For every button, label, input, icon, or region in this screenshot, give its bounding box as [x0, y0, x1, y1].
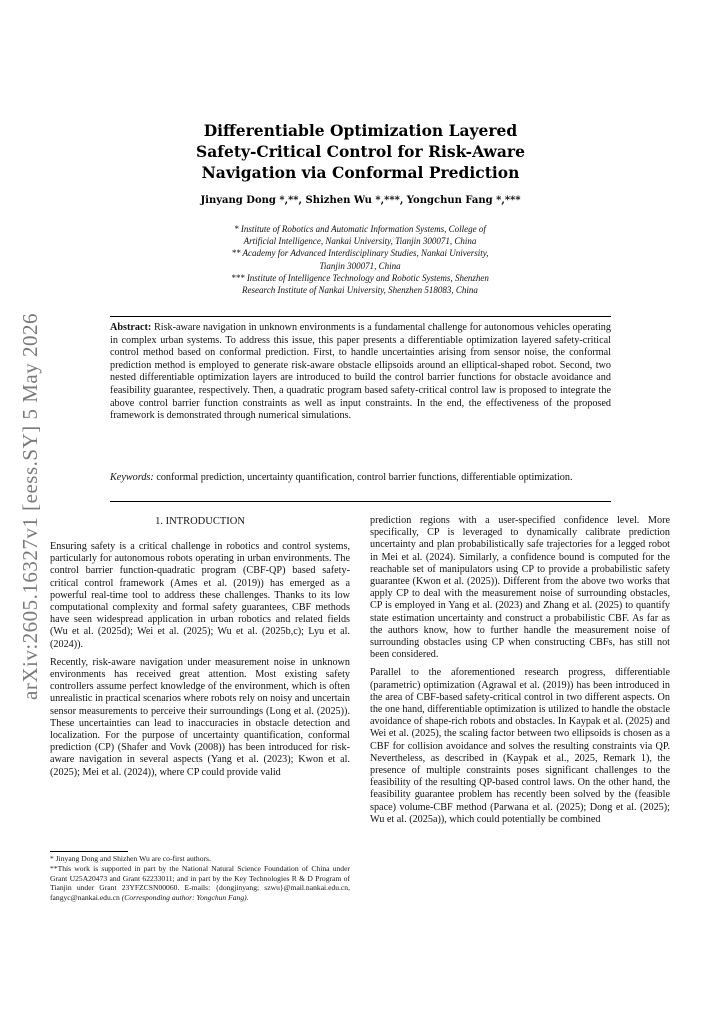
affiliations — [150, 223, 570, 296]
affiliation-line: *** Institute of Intelligence Technology and Robotic Systems, Shenzhen — [231, 272, 489, 283]
affiliation-line: Artificial Intelligence, Nankai University, Tianjin 300071, China — [243, 236, 477, 247]
affiliation-line: ** Academy for Advanced Interdisciplinary Studies, Nankai University, — [231, 248, 489, 259]
footnote-rule — [50, 851, 128, 852]
paper-title — [0, 120, 721, 183]
keywords — [110, 472, 611, 485]
keywords-text: conformal prediction, uncertainty quantification, control barrier functions, differentiable optimization. — [156, 472, 573, 483]
footnotes — [50, 854, 350, 903]
left-column — [50, 541, 350, 785]
paragraph: prediction regions with a user-specified confidence level. More specifically, CP is leveraged to dynamically calibrate prediction uncertainty and plan probabilistically safe trajectories for a legged robot in Mei et al. (2024). Similarly, a confidence bound is computed for the reachable set of manipulators using CP to provide a probabilistic safety guarantee (Kwon et al. (2025)). Different from the above two works that apply CP to deal with the measurement noise of surrounding obstacles, CP is employed in Yang et al. (2023) and Zhang et al. (2025) to quantify state estimation uncertainty and construct a probabilistic CBF. As far as the authors know, how to further handle the measurement noise of surrounding obstacles using CP when constructing CBFs, has still not been considered. — [370, 515, 670, 661]
title-line: Navigation via Conformal Prediction — [201, 163, 520, 182]
paragraph: Parallel to the aforementioned research progress, differentiable (parametric) optimization (Agrawal et al. (2019)) has been introduced in the area of CBF-based safety-critical control in two different aspects. On the one hand, differentiable optimization is utilized to handle the obstacle avoidance of shape-rich robots and obstacles. In Kaypak et al. (2025) and Wei et al. (2025), the scaling factor between two ellipsoids is chosen as a CBF for collision avoidance and solves the resulting constraints via QP. Nevertheless, as described in (Kaypak et al., 2025, Remark 1), the presence of multiple constraints poses significant challenges to the feasibility of the resulting QP-based control laws. On the other hand, the feasibility guarantee problem has recently been solved by the (feasible space) volume-CBF method (Parwana et al. (2025); Dong et al. (2025); Wu et al. (2025a)), which could potentially be combined — [370, 667, 670, 825]
affiliation-line: Tianjin 300071, China — [319, 260, 401, 271]
abstract-text: Risk-aware navigation in unknown environments is a fundamental challenge for autonomous vehicles operating in complex urban systems. To address this issue, this paper presents a differentiable optimization layered safety-critical control method based on conformal prediction. First, to handle uncertainties arising from sensor noise, the conformal prediction method is employed to generate risk-aware obstacle ellipsoids around an elliptical-shaped robot. Second, two nested differentiable optimization layers are introduced to build the control barrier functions for obstacle avoidance and feasibility guarantee, respectively. Then, a quadratic program based safety-critical control law is proposed to integrate the above control barrier function constraints as well as input constraints. In the end, the effectiveness of the proposed framework is demonstrated through numerical simulations. — [110, 322, 611, 422]
abstract — [110, 322, 611, 423]
footnote: * Jinyang Dong and Shizhen Wu are co-first authors. — [50, 854, 211, 863]
keywords-bottom-rule — [110, 501, 611, 502]
arxiv-identifier-stamp: arXiv:2605.16327v1 [eess.SY] 5 May 2026 — [18, 313, 42, 700]
corresponding-author: (Corresponding author: Yongchun Fang). — [121, 893, 249, 903]
affiliation-line: Research Institute of Nankai University, Shenzhen 518083, China — [242, 285, 478, 296]
abstract-top-rule — [110, 316, 611, 317]
affiliation-line: * Institute of Robotics and Automatic Information Systems, College of — [234, 224, 486, 234]
keywords-label: Keywords: — [110, 472, 154, 483]
footnote — [50, 864, 350, 903]
paragraph: Ensuring safety is a critical challenge in robotics and control systems, particularly for autonomous robots operating in urban environments. The control barrier function-quadratic program (CBF-QP) based safety-critical control framework (Ames et al. (2019)) has emerged as a powerful real-time tool to address these challenges. Thanks to its low computational complexity and formal safety guarantees, CBF methods have seen widespread application in urban robotics and related fields (Wu et al. (2025d); Wei et al. (2025); Wu et al. (2025b,c); Lyu et al. (2024)). — [50, 541, 350, 650]
title-line: Differentiable Optimization Layered — [203, 121, 518, 140]
section-heading-introduction: 1. INTRODUCTION — [155, 516, 245, 527]
paragraph: Recently, risk-aware navigation under measurement noise in unknown environments has received great attention. Most existing safety controllers assume perfect knowledge of the environment, which is often unrealistic in practical scenarios where robots rely on noisy and uncertain sensor measurements to perceive their surroundings (Long et al. (2025)). These uncertainties can lead to inaccuracies in obstacle detection and localization. For the purpose of uncertainty quantification, conformal prediction (CP) (Shafer and Vovk (2008)) has been introduced for risk-aware navigation in several aspects (Yang et al. (2023); Kwon et al. (2025); Mei et al. (2024)), where CP could provide valid — [50, 656, 350, 778]
author-list: Jinyang Dong *,**, Shizhen Wu *,***, Yongchun Fang *,*** — [200, 195, 521, 206]
footnote-text: **This work is supported in part by the National Natural Science Foundation of China under Grant U25A20473 and Grant 62233011; and in part by the Key Technologies R & D Program of Tianjin under Grant 23YFZCSN00060. E-mails: {dongjinyang; szwu}@mail.nankai.edu.cn, fangyc@nankai.edu.cn — [50, 863, 350, 903]
abstract-label: Abstract: — [110, 322, 152, 333]
title-line: Safety-Critical Control for Risk-Aware — [196, 142, 525, 161]
right-column — [370, 515, 670, 832]
